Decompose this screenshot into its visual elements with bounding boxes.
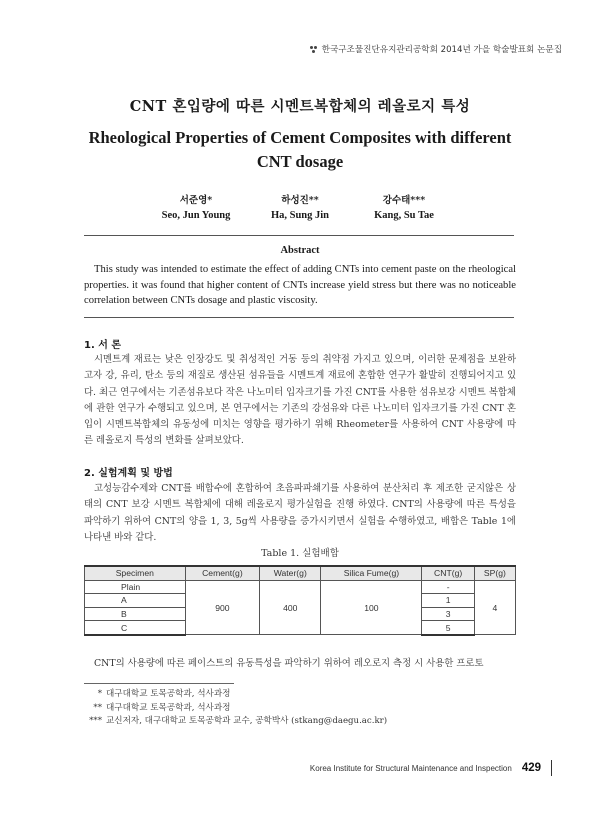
footnote-mark: *** xyxy=(89,716,102,726)
cnt-cell: 1 xyxy=(422,594,474,608)
footnote-rule xyxy=(84,683,234,684)
column-header: Cement(g) xyxy=(185,566,260,580)
cnt-cell: 5 xyxy=(422,621,474,635)
section-2-body: 고성능감수제와 CNT를 배합수에 혼합하여 초음파파쇄기를 사용하여 분산처리 후 제조한 굳지않은 상태의 CNT 보강 시멘트 복합체에 대해 레올로지 평가실험을 진행 하였다. CNT의 사용량에 따른 특성을 파악하기 위하여 CNT의 양을 1, 3, 5g씩 사용량을 증가시키면서 실험을 수행하였고, 배합은 Table 1에 나타낸 바와 같다. xyxy=(84,483,516,543)
mix-table xyxy=(84,565,516,636)
page-number: 429 xyxy=(521,762,541,774)
footnote xyxy=(84,715,387,729)
sp-cell: 4 xyxy=(474,580,515,635)
running-header xyxy=(310,43,562,55)
footer-divider xyxy=(551,760,552,776)
cnt-cell: 3 xyxy=(422,607,474,621)
table-header-row xyxy=(85,566,516,580)
specimen-cell: C xyxy=(85,621,186,635)
header-logo-icon xyxy=(310,45,318,53)
divider-rule xyxy=(84,235,514,236)
column-header: CNT(g) xyxy=(422,566,474,580)
english-title: Rheological Properties of Cement Composites with different CNT dosage xyxy=(88,128,512,171)
korean-title: CNT 혼입량에 따른 시멘트복합체의 레올로지 특성 xyxy=(129,98,471,115)
section-1-body: 시멘트계 재료는 낮은 인장강도 및 취성적인 거동 등의 취약점 가지고 있으며, 이러한 문제점을 보완하고자 강, 유리, 탄소 등의 재질로 생산된 섬유들을 시멘트계 재료에 혼합한 연구가 활발히 진행되어지고 있다. 최근 연구에서는 기존섬유보다 작은 나노미터 입자크기를 가진 CNT를 사용한 섬유보강 시멘트 복합체에 관한 연구가 수행되고 있으며, 본 연구에서는 기존의 강섬유와 다른 나노미터 입자크기를 가진 CNT 혼입이 시멘트복합체의 유동성에 미치는 영향을 평가하기 위해 Rheometer를 사용하여 CNT 사용량에 따른 레올로지 특성의 변화를 살펴보았다. xyxy=(84,354,516,447)
footnote-text: 대구대학교 토목공학과, 석사과정 xyxy=(106,689,231,699)
page-footer xyxy=(310,760,552,776)
cnt-cell: - xyxy=(422,580,474,594)
table-row xyxy=(85,580,516,594)
footnote-mark: ** xyxy=(93,702,102,713)
header-text: 한국구조물진단유지관리공학회 2014년 가을 학술발표회 논문집 xyxy=(321,45,562,55)
author-name-en: Kang, Su Tae xyxy=(374,210,434,221)
continuation-text: CNT의 사용량에 따른 페이스트의 유동특성을 파악하기 위하여 레오로지 측정 시 사용한 프로토 xyxy=(94,658,484,669)
author-name-ko: 하성진** xyxy=(281,195,319,206)
specimen-cell: Plain xyxy=(85,580,186,594)
footnote-text: 대구대학교 토목공학과, 석사과정 xyxy=(106,702,231,713)
footnote xyxy=(84,702,387,716)
footnotes xyxy=(84,688,387,729)
footnote-text: 교신저자, 대구대학교 토목공학과 교수, 공학박사 (stkang@daegu.ac.kr) xyxy=(106,716,388,726)
section-2-heading: 2. 실험계획 및 방법 xyxy=(84,468,173,479)
author-3 xyxy=(334,192,474,221)
table-caption: Table 1. 실험배합 xyxy=(261,548,339,559)
silica-fume-cell: 100 xyxy=(321,580,422,635)
specimen-cell: A xyxy=(85,594,186,608)
water-cell: 400 xyxy=(260,580,321,635)
abstract-heading: Abstract xyxy=(280,245,320,256)
author-name-en: Ha, Sung Jin xyxy=(270,210,330,221)
author-name-ko: 강수태*** xyxy=(382,195,426,206)
abstract-body: This study was intended to estimate the effect of adding CNTs into cement paste on the rheological properties. it was found that higher content of CNTs increase yield stress but there was no noticeable correlation between CNTs dosage and plastic viscosity. xyxy=(84,264,516,306)
author-name-ko: 서준영* xyxy=(179,195,213,206)
column-header: SP(g) xyxy=(474,566,515,580)
divider-rule xyxy=(84,317,514,318)
footnote-mark: * xyxy=(97,689,102,699)
footnote xyxy=(84,688,387,702)
footer-institute: Korea Institute for Structural Maintenance and Inspection xyxy=(309,763,512,773)
specimen-cell: B xyxy=(85,607,186,621)
cement-cell: 900 xyxy=(185,580,260,635)
author-name-en: Seo, Jun Young xyxy=(161,210,231,221)
column-header: Silica Fume(g) xyxy=(321,566,422,580)
section-1-heading: 1. 서 론 xyxy=(84,340,122,351)
column-header: Water(g) xyxy=(260,566,321,580)
column-header: Specimen xyxy=(85,566,186,580)
